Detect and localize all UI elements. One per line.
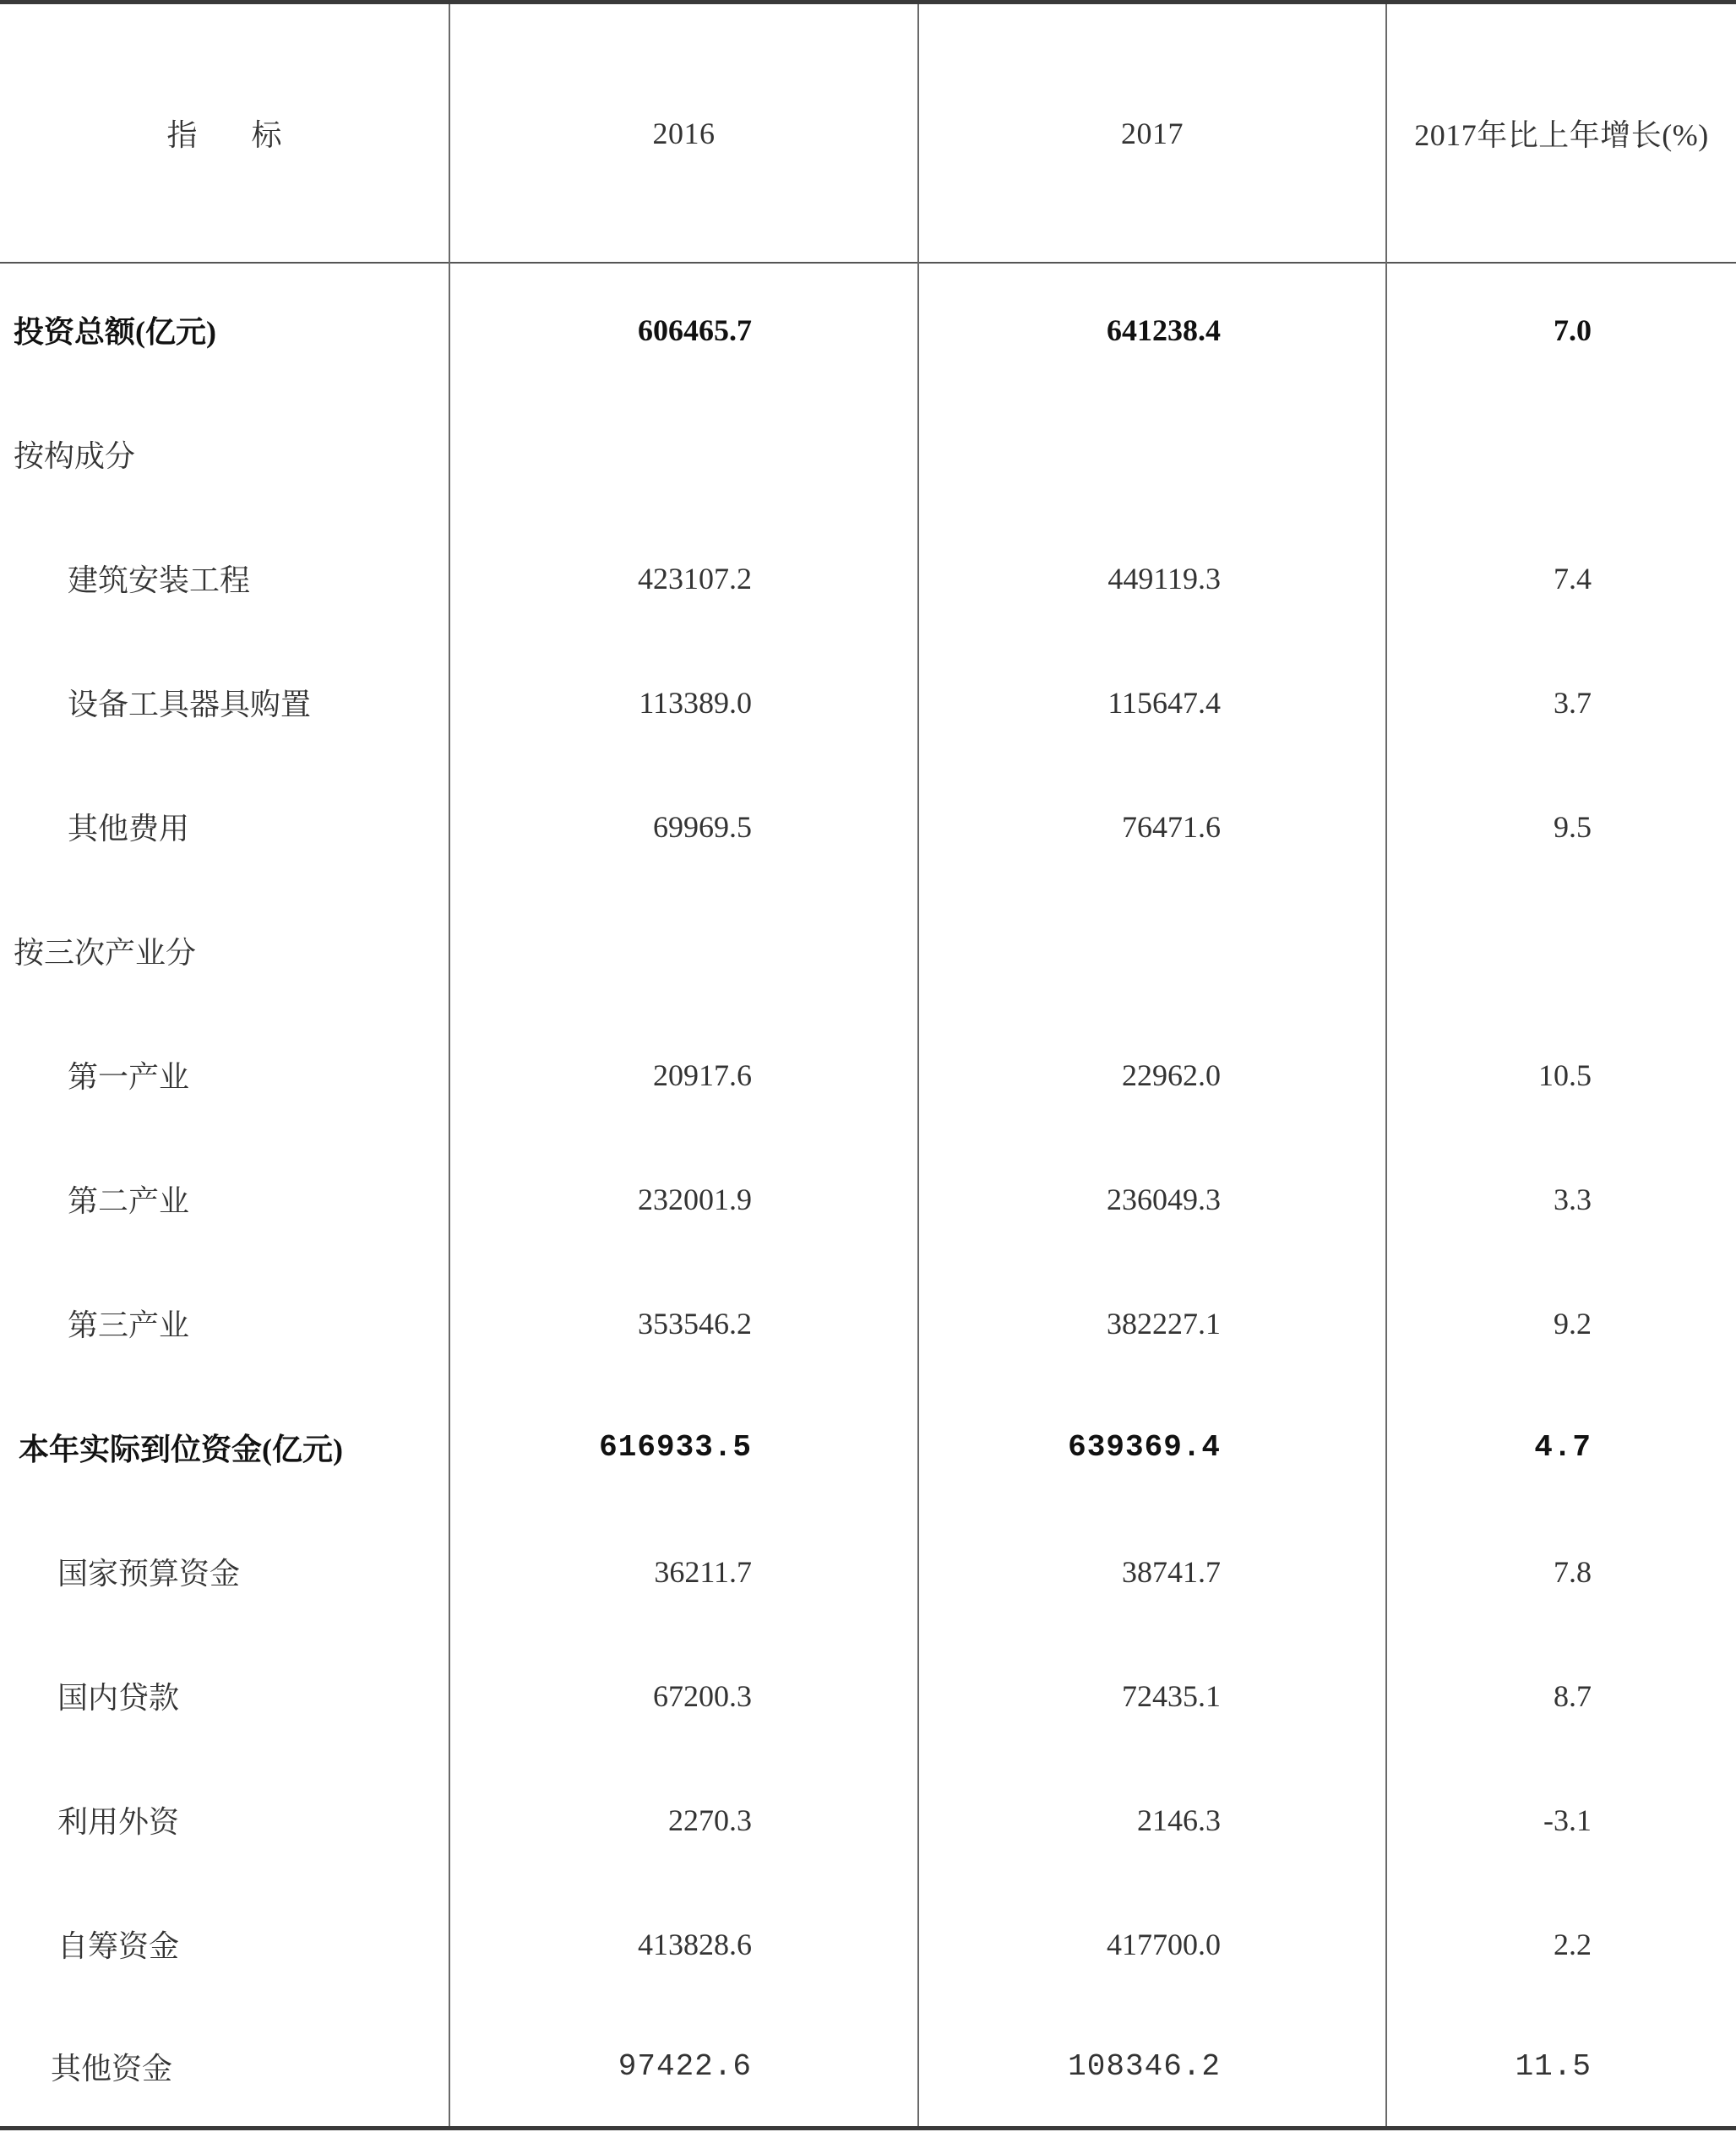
row-label: 投资总额(亿元): [14, 315, 216, 349]
value-2017: 115647.4: [1107, 685, 1221, 720]
row-label: 按三次产业分: [14, 936, 197, 970]
table-row: [0, 1509, 1736, 1634]
row-label: 建筑安装工程: [68, 563, 251, 597]
value-growth: 3.3: [1554, 1182, 1592, 1216]
value-2016: 232001.9: [638, 1182, 752, 1216]
table-row: [0, 2006, 1736, 2126]
row-label: 本年实际到位资金(亿元): [19, 1433, 343, 1466]
header-2017: 2017: [1121, 116, 1184, 150]
header-growth: 2017年比上年增长(%): [1414, 118, 1709, 152]
row-label: 第二产业: [68, 1184, 190, 1218]
value-2017: 72435.1: [1122, 1678, 1221, 1713]
value-growth: 7.4: [1554, 561, 1592, 596]
value-2017: 22962.0: [1122, 1058, 1221, 1092]
value-growth: [1385, 889, 1592, 1013]
value-growth: 2.2: [1554, 1927, 1592, 1961]
value-2017: 639369.4: [1068, 1430, 1221, 1465]
value-2016: 353546.2: [638, 1306, 752, 1341]
value-2016: [449, 392, 752, 516]
value-2017: [918, 889, 1221, 1013]
row-label: 利用外资: [57, 1805, 180, 1839]
table-row: [0, 268, 1736, 392]
header-indicator-left: 指: [166, 118, 198, 152]
value-2017: 382227.1: [1107, 1306, 1221, 1341]
value-2017: 449119.3: [1107, 561, 1221, 596]
row-label: 设备工具器具购置: [68, 688, 312, 721]
value-2016: 20917.6: [653, 1058, 752, 1092]
value-growth: 10.5: [1538, 1058, 1592, 1092]
value-2016: 97422.6: [618, 2048, 752, 2084]
row-label: 自筹资金: [57, 1929, 180, 1963]
value-2016: 606465.7: [638, 313, 752, 347]
header-indicator-right: 标: [251, 118, 282, 152]
table-row: [0, 1634, 1736, 1758]
value-2017: [918, 392, 1221, 516]
row-label: 其他费用: [68, 812, 190, 846]
row-label: 第一产业: [68, 1060, 190, 1094]
value-2016: [449, 889, 752, 1013]
table-row: [0, 1385, 1736, 1509]
value-growth: 3.7: [1554, 685, 1592, 720]
table-row: [0, 1137, 1736, 1261]
row-label: 国家预算资金: [57, 1557, 241, 1591]
value-2017: 76471.6: [1122, 809, 1221, 844]
bottom-rule: [0, 2126, 1736, 2130]
table-row: [0, 1882, 1736, 2006]
row-label: 国内贷款: [57, 1681, 180, 1715]
value-growth: 9.5: [1554, 809, 1592, 844]
table-row: [0, 1758, 1736, 1882]
header-indicator: [0, 4, 449, 262]
row-label: 其他资金: [51, 2051, 173, 2086]
table-row: [0, 392, 1736, 516]
header-rule: [0, 262, 1736, 264]
value-2016: 2270.3: [668, 1803, 752, 1837]
value-growth: 7.8: [1554, 1554, 1592, 1589]
value-2017: 641238.4: [1107, 313, 1221, 347]
value-growth: 11.5: [1515, 2048, 1592, 2084]
value-2016: 423107.2: [638, 561, 752, 596]
value-2016: 113389.0: [639, 685, 752, 720]
value-2017: 236049.3: [1107, 1182, 1221, 1216]
value-2017: 108346.2: [1068, 2048, 1221, 2084]
table-row: [0, 889, 1736, 1013]
value-2017: 38741.7: [1122, 1554, 1221, 1589]
table-row: [0, 764, 1736, 889]
value-growth: -3.1: [1543, 1803, 1592, 1837]
value-growth: 4.7: [1534, 1430, 1592, 1465]
table-row: [0, 640, 1736, 764]
value-2016: 616933.5: [599, 1430, 752, 1465]
table-row: [0, 1261, 1736, 1385]
value-2016: 36211.7: [654, 1554, 752, 1589]
value-growth: 8.7: [1554, 1678, 1592, 1713]
value-growth: [1385, 392, 1592, 516]
value-2016: 413828.6: [638, 1927, 752, 1961]
value-2017: 417700.0: [1107, 1927, 1221, 1961]
value-growth: 9.2: [1554, 1306, 1592, 1341]
table-row: [0, 1013, 1736, 1137]
row-label: 按构成分: [14, 439, 136, 473]
table-row: [0, 516, 1736, 640]
value-2016: 69969.5: [653, 809, 752, 844]
value-growth: 7.0: [1554, 313, 1592, 347]
header-2016: 2016: [652, 116, 716, 150]
row-label: 第三产业: [68, 1308, 190, 1342]
value-2016: 67200.3: [653, 1678, 752, 1713]
value-2017: 2146.3: [1137, 1803, 1221, 1837]
